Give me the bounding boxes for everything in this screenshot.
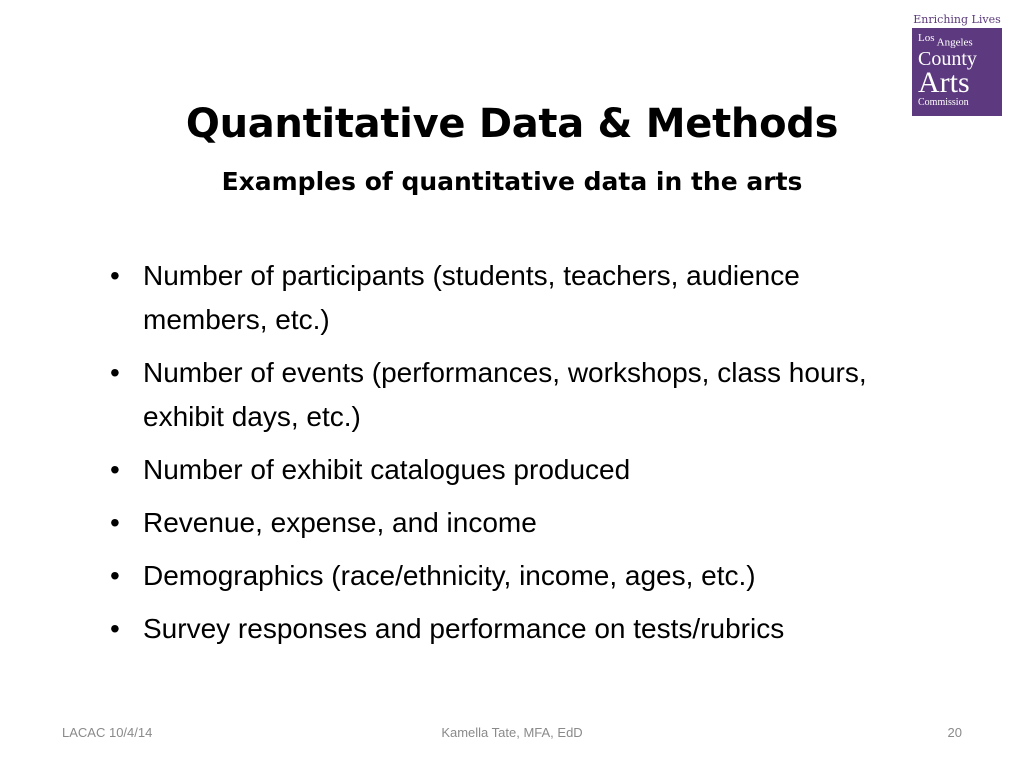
bullet-marker: • (110, 260, 120, 291)
logo-county: County (918, 47, 977, 70)
bullet-marker: • (110, 613, 120, 644)
bullet-item (110, 351, 930, 439)
footer-author: Kamella Tate, MFA, EdD (441, 725, 583, 740)
logo-los: Los (918, 32, 935, 44)
bullet-text: Number of exhibit catalogues produced (143, 454, 631, 485)
slide-title: Quantitative Data & Methods (185, 101, 839, 147)
bullet-item (110, 448, 930, 492)
logo-line1 (918, 32, 1002, 49)
bullet-text: Number of events (performances, workshops, class hours, exhibit days, etc.) (143, 357, 867, 432)
bullet-marker: • (110, 454, 120, 485)
logo-arts: Arts (918, 65, 970, 99)
bullet-text: Survey responses and performance on tests/rubrics (143, 613, 785, 644)
footer-date: LACAC 10/4/14 (62, 725, 153, 740)
bullet-list (110, 254, 930, 660)
logo-tagline: Enriching Lives (913, 13, 1001, 26)
bullet-text: Revenue, expense, and income (143, 507, 537, 538)
logo-angeles: Angeles (936, 36, 973, 49)
logo-commission: Commission (918, 96, 969, 108)
bullet-item (110, 554, 930, 598)
slide-number: 20 (947, 725, 962, 740)
slide-subtitle: Examples of quantitative data in the arts (221, 167, 803, 196)
bullet-text: Demographics (race/ethnicity, income, ages, etc.) (143, 560, 756, 591)
bullet-item (110, 501, 930, 545)
bullet-marker: • (110, 507, 120, 538)
bullet-item (110, 607, 930, 651)
bullet-item (110, 254, 930, 342)
bullet-marker: • (110, 357, 120, 388)
bullet-text: Number of participants (students, teachers, audience members, etc.) (143, 260, 800, 335)
bullet-marker: • (110, 560, 120, 591)
